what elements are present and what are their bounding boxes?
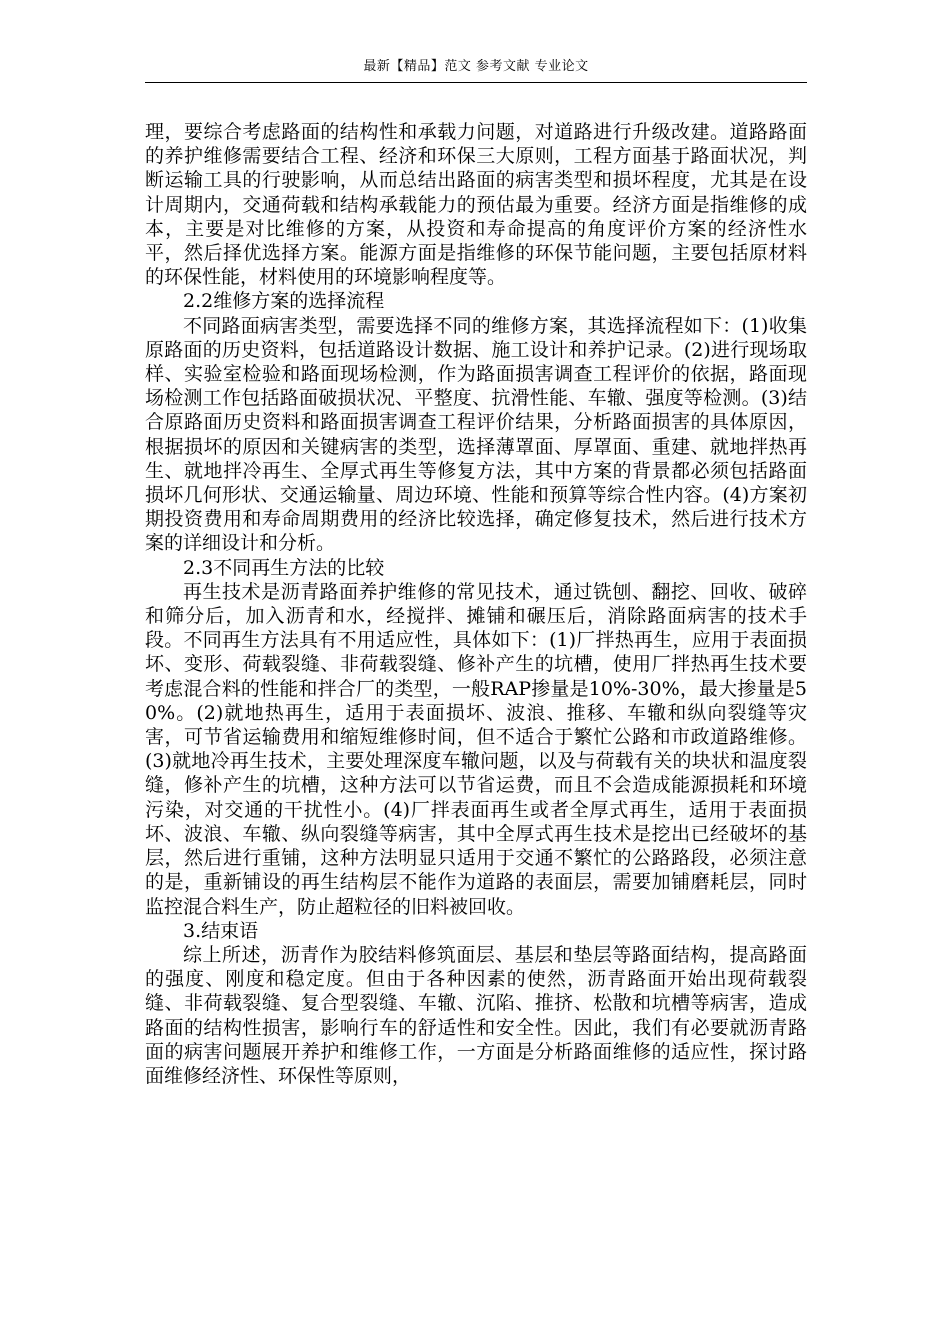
- page-header: 最新【精品】范文 参考文献 专业论文: [363, 59, 589, 74]
- section-heading: 3.结束语: [183, 919, 259, 942]
- body-paragraph: 不同路面病害类型，需要选择不同的维修方案，其选择流程如下：(1)收集原路面的历史资料，包括道路设计数据、施工设计和养护记录。(2)进行现场取样、实验室检验和路面现场检测，作为路面损害调查工程评价的依据，路面现场检测工作包括路面破损状况、平整度、抗滑性能、车辙、强度等检测。(3)结合原路面历史资料和路面损害调查工程评价结果，分析路面损害的具体原因，根据损坏的原因和关键病害的类型，选择薄罩面、厚罩面、重建、就地拌热再生、就地拌冷再生、全厚式再生等修复方法，其中方案的背景都必须包括路面损坏几何形状、交通运输量、周边环境、性能和预算等综合性内容。(4)方案初期投资费用和寿命周期费用的经济比较选择，确定修复技术，然后进行技术方案的详细设计和分析。: [145, 314, 807, 555]
- body-paragraph: 再生技术是沥青路面养护维修的常见技术，通过铣刨、翻挖、回收、破碎和筛分后，加入沥青和水，经搅拌、摊铺和碾压后，消除路面病害的技术手段。不同再生方法具有不用适应性，具体如下：(1)厂拌热再生，应用于表面损坏、变形、荷载裂缝、非荷载裂缝、修补产生的坑槽，使用厂拌热再生技术要考虑混合料的性能和拌合厂的类型，一般RAP掺量是10%-30%，最大掺量是50%。(2)就地热再生，适用于表面损坏、波浪、推移、车辙和纵向裂缝等灾害，可节省运输费用和缩短维修时间，但不适合于繁忙公路和市政道路维修。(3)就地冷再生技术，主要处理深度车辙问题，以及与荷载有关的块状和温度裂缝，修补产生的坑槽，这种方法可以节省运费，而且不会造成能源损耗和环境污染，对交通的干扰性小。(4)厂拌表面再生或者全厚式再生，适用于表面损坏、波浪、车辙、纵向裂缝等病害，其中全厚式再生技术是挖出已经破坏的基层，然后进行重铺，这种方法明显只适用于交通不繁忙的公路路段，必须注意的是，重新铺设的再生结构层不能作为道路的表面层，需要加铺磨耗层，同时监控混合料生产，防止超粒径的旧料被回收。: [145, 580, 807, 918]
- body-paragraph: 理，要综合考虑路面的结构性和承载力问题，对道路进行升级改建。道路路面的养护维修需要结合工程、经济和环保三大原则，工程方面基于路面状况，判断运输工具的行驶影响，从而总结出路面的病害类型和损坏程度，尤其是在设计周期内，交通荷载和结构承载能力的预估最为重要。经济方面是指维修的成本，主要是对比维修的方案，从投资和寿命提高的角度评价方案的经济性水平，然后择优选择方案。能源方面是指维修的环保节能问题，主要包括原材料的环保性能，材料使用的环境影响程度等。: [145, 121, 807, 289]
- body-paragraph: 综上所述，沥青作为胶结料修筑面层、基层和垫层等路面结构，提高路面的强度、刚度和稳定度。但由于各种因素的使然，沥青路面开始出现荷载裂缝、非荷载裂缝、复合型裂缝、车辙、沉陷、推挤、松散和坑槽等病害，造成路面的结构性损害，影响行车的舒适性和安全性。因此，我们有必要就沥青路面的病害问题展开养护和维修工作，一方面是分析路面维修的适应性，探讨路面维修经济性、环保性等原则，: [145, 943, 807, 1087]
- header-divider: [145, 82, 807, 83]
- document-body: [145, 120, 807, 1088]
- section-heading: 2.2维修方案的选择流程: [183, 290, 385, 313]
- section-heading: 2.3不同再生方法的比较: [183, 556, 385, 579]
